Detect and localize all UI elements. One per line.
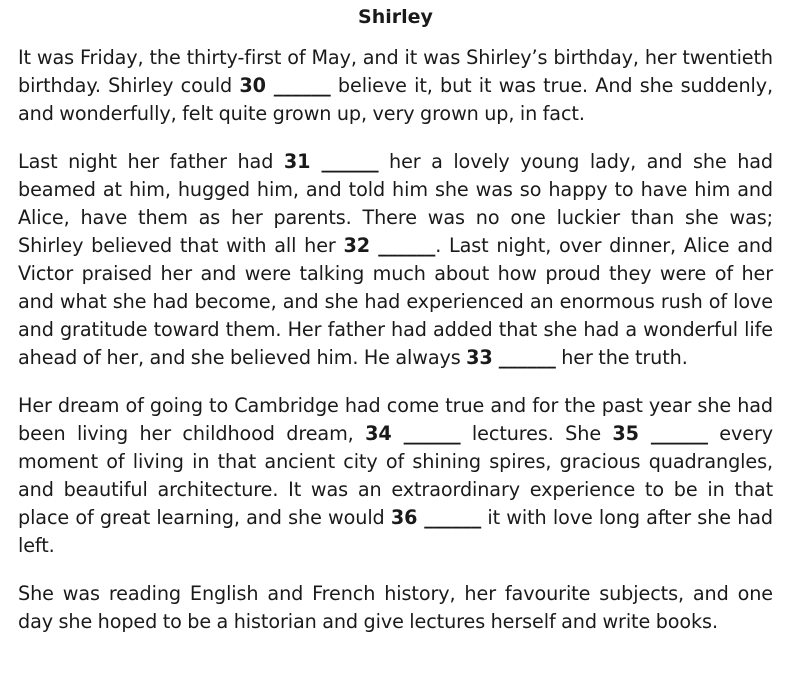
paragraph-1: [18, 44, 773, 128]
gap-35: 35 ______: [612, 422, 708, 445]
text-segment: her the truth.: [555, 346, 688, 369]
text-segment: her a lovely young lady, and she had beamed at him, hugged him, and told him she was so happy to have him and Alice, have them as her parents. There was no one luckier than she was; Shirley believed that with all her: [18, 150, 773, 257]
text-segment: lectures. She: [460, 422, 613, 445]
text-segment: She was reading English and French history, her favourite subjects, and one day she hoped to be a historian and give lectures herself and write books.: [18, 582, 773, 633]
text-segment: it with love long after she had left.: [18, 506, 774, 557]
gap-30: 30 ______: [239, 74, 331, 97]
paragraph-4: [18, 580, 773, 636]
text-segment: It was Friday, the thirty-first of May, and it was Shirley’s birthday, her twentieth birthday. Shirley could: [18, 46, 773, 97]
text-segment: believe it, but it was true. And she suddenly, and wonderfully, felt quite grown up, very grown up, in fact.: [18, 74, 773, 125]
gap-31: 31 ______: [283, 150, 379, 173]
document-title: Shirley: [358, 6, 433, 28]
text-segment: Last night her father had: [18, 150, 284, 173]
text-segment: every moment of living in that ancient city of shining spires, gracious quadrangles, and beautiful architecture. It was an extraordinary experience to be in that place of great learning, and she would: [18, 422, 773, 529]
text-segment: Her dream of going to Cambridge had come true and for the past year she had been living her childhood dream,: [18, 394, 773, 445]
paragraph-2: [18, 148, 773, 372]
gap-32: 32 ______: [343, 234, 436, 257]
gap-33: 33 ______: [466, 346, 556, 369]
text-segment: . Last night, over dinner, Alice and Victor praised her and were talking much about how proud they were of her and what she had become, and she had experienced an enormous rush of love and gratitude toward them. Her father had added that she had a wonderful life ahead of her, and she believed him. He always: [18, 234, 773, 369]
paragraph-3: [18, 392, 773, 560]
gap-34: 34 ______: [365, 422, 461, 445]
gap-36: 36 ______: [390, 506, 482, 529]
